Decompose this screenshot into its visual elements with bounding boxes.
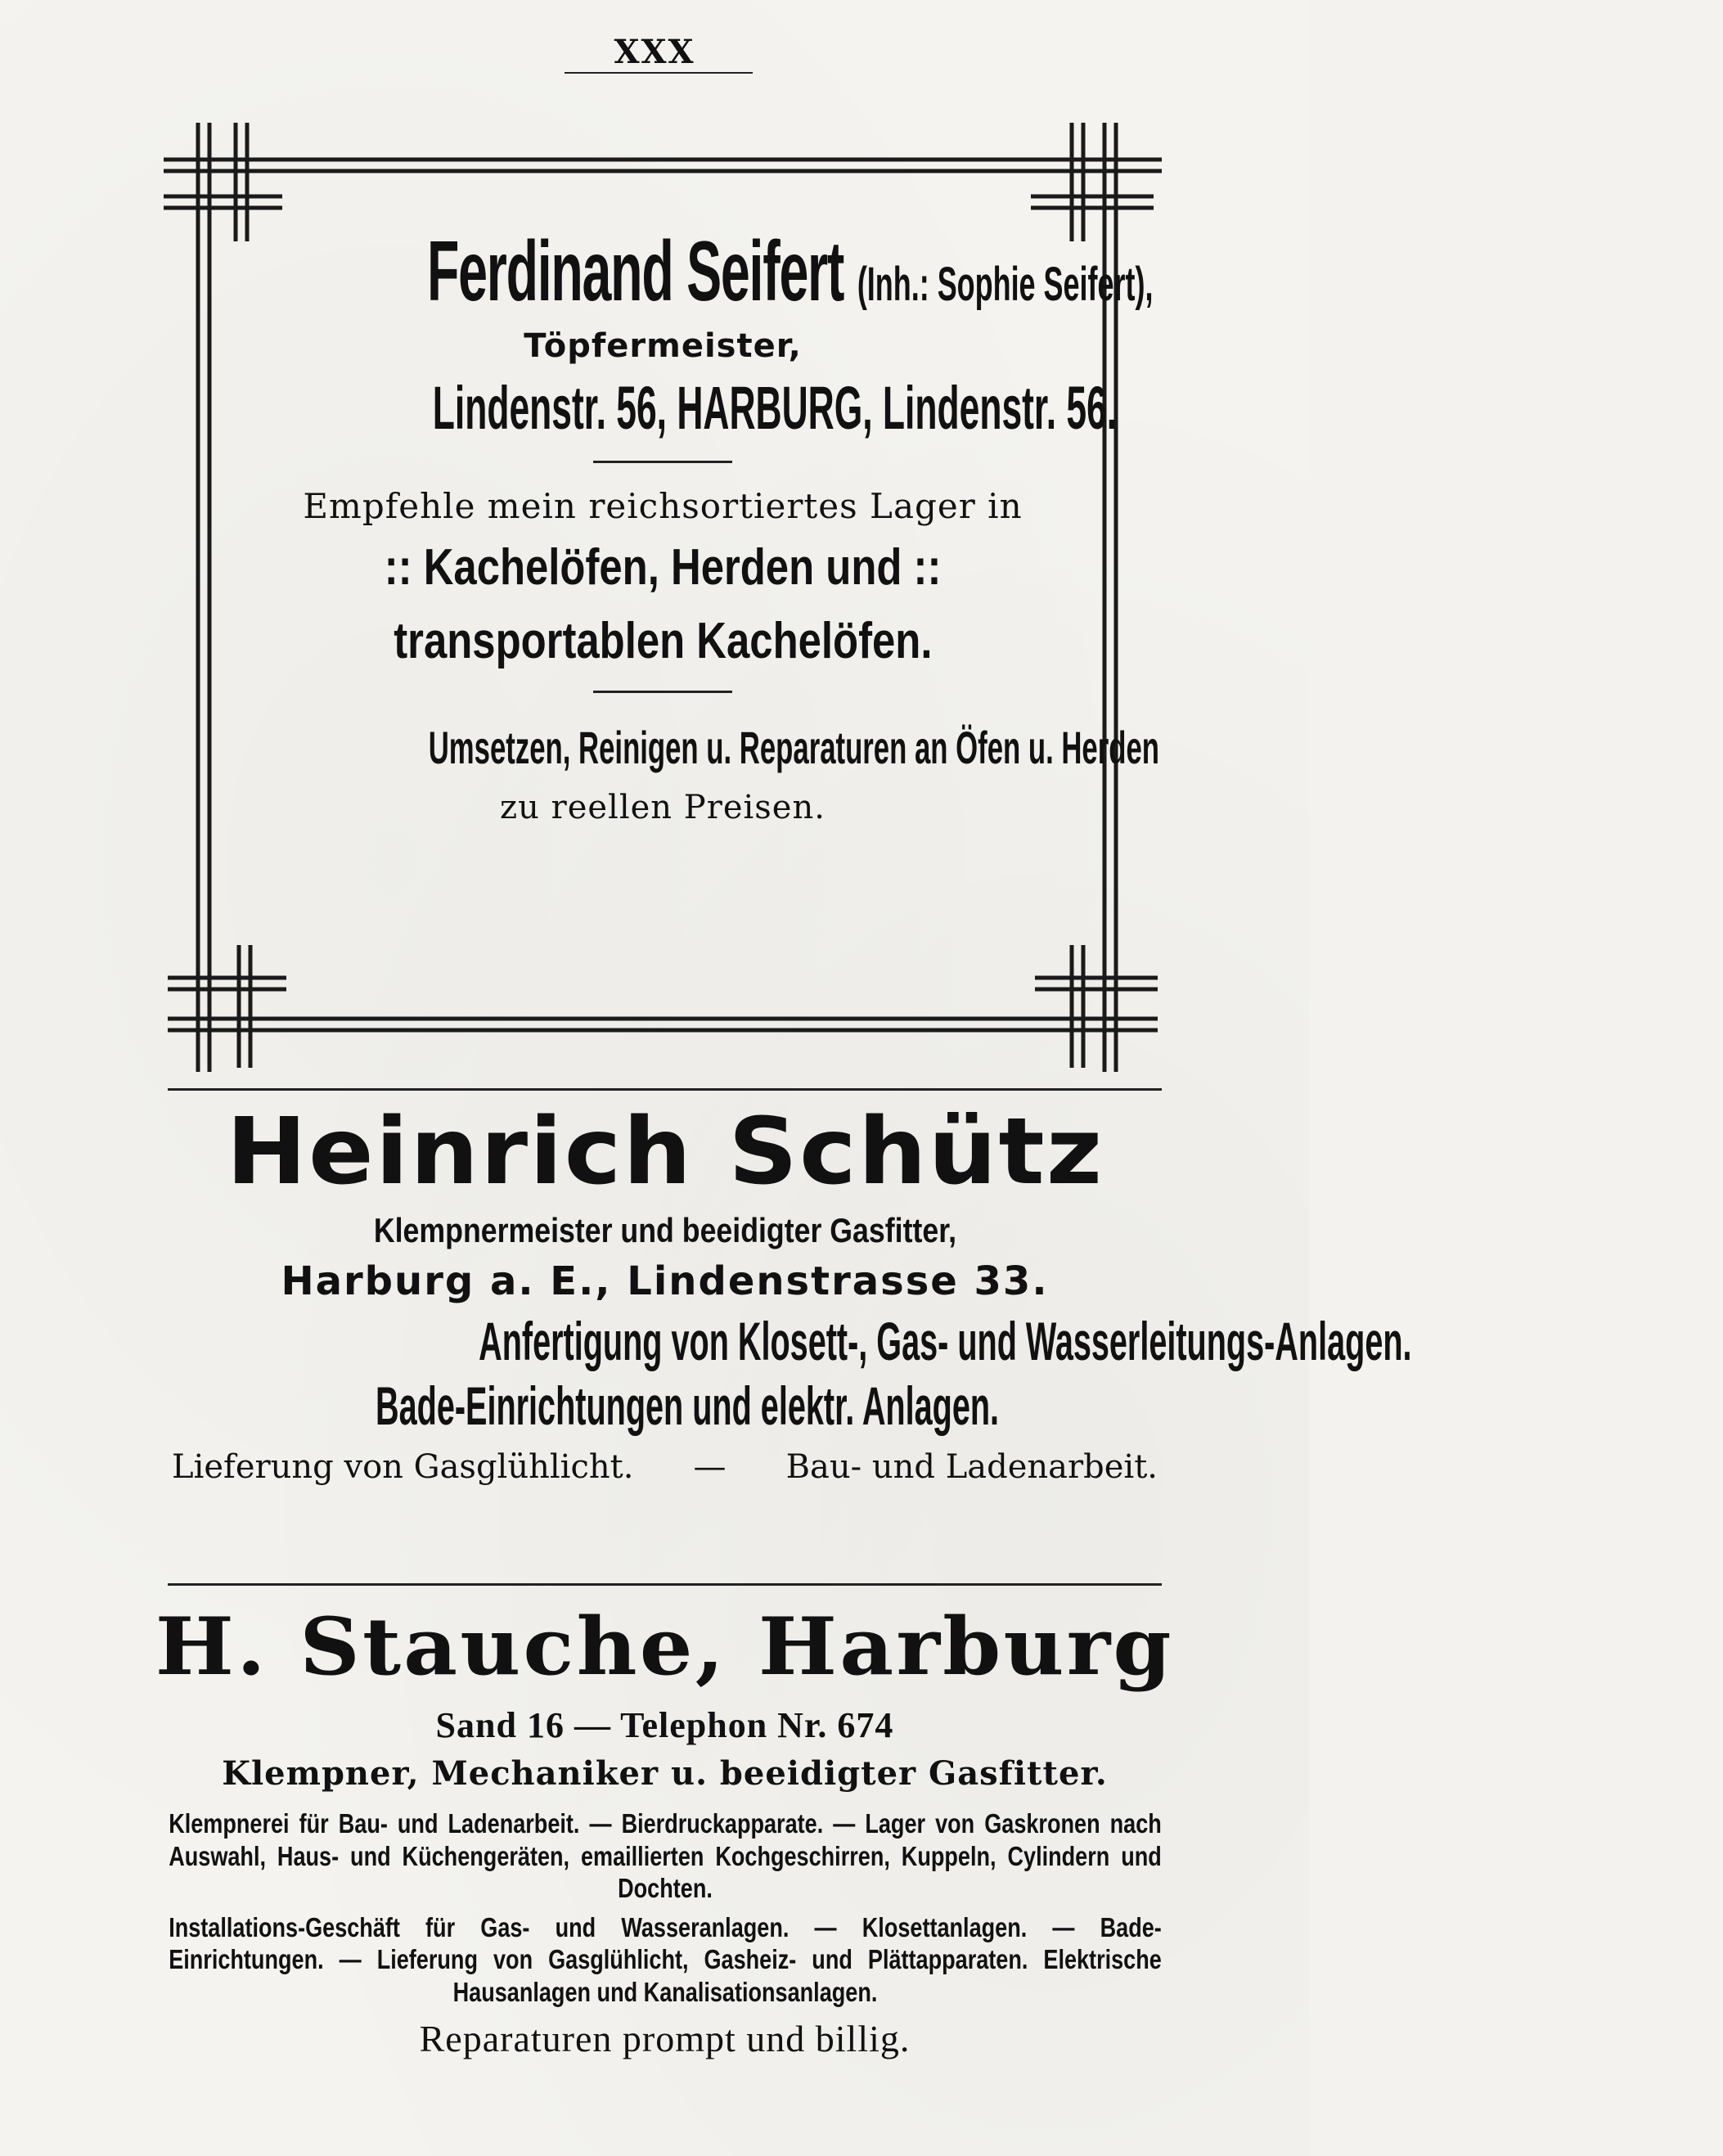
schuetz-name: Heinrich Schütz xyxy=(226,1099,1104,1205)
stauche-closing: Reparaturen prompt und billig. xyxy=(419,2017,911,2059)
ad-stauche xyxy=(155,1600,1174,2060)
seifert-lead: Empfehle mein reichsortiertes Lager in xyxy=(303,486,1023,526)
seifert-goods-line2: transportablen Kachelöfen. xyxy=(393,612,933,669)
stauche-name: H. Stauche, Harburg xyxy=(155,1600,1174,1693)
schuetz-footer-right: Bau- und Ladenarbeit. xyxy=(785,1447,1158,1486)
seifert-services: Umsetzen, Reinigen u. Reparaturen an Öfen u. Herden xyxy=(428,722,1159,773)
seifert-name-line xyxy=(426,224,1154,319)
schuetz-line3: Anfertigung von Klosett-, Gas- und Wasserleitungs-Anlagen. xyxy=(479,1310,1412,1371)
stauche-para2: Installations-Geschäft für Gas- und Wasseranlagen. — Klosettanlagen. — Bade-Einrichtungen. — Lieferung von Gasglühlicht, Gasheiz- und Plättapparaten. Elektrische Hausanlagen und Kanalisationsanlagen. xyxy=(169,1911,1162,2007)
seifert-goods-line1: :: Kachelöfen, Herden und :: xyxy=(384,539,942,596)
schuetz-footer-dash: — xyxy=(693,1447,727,1486)
stauche-trade: Klempner, Mechaniker u. beeidigter Gasfitter. xyxy=(222,1754,1108,1793)
schuetz-line4: Bade-Einrichtungen und elektr. Anlagen. xyxy=(376,1375,1000,1436)
ad-seifert xyxy=(205,224,1159,826)
section-divider xyxy=(168,1583,1162,1586)
divider xyxy=(593,461,732,463)
seifert-name: Ferdinand Seifert xyxy=(426,224,844,319)
ad-schuetz xyxy=(168,1099,1412,1486)
schuetz-address: Harburg a. E., Lindenstrasse 33. xyxy=(281,1258,1049,1304)
seifert-owner: (Inh.: Sophie Seifert), xyxy=(857,258,1154,311)
seifert-prices: zu reellen Preisen. xyxy=(500,789,826,826)
section-divider xyxy=(168,1088,1162,1091)
page-number-rule xyxy=(565,72,753,74)
seifert-title: Töpfermeister, xyxy=(524,327,802,365)
schuetz-footer-left: Lieferung von Gasglühlicht. xyxy=(172,1447,634,1486)
divider xyxy=(593,691,732,693)
schuetz-subtitle: Klempnermeister und beeidigter Gasfitter, xyxy=(373,1210,956,1249)
stauche-contact: Sand 16 — Telephon Nr. 674 xyxy=(435,1705,894,1745)
stauche-para1: Klempnerei für Bau- und Ladenarbeit. — Bierdruckapparate. — Lager von Gaskronen nach Auswahl, Haus- und Küchengeräten, emaillierten Kochgeschirren, Kuppeln, Cylindern und Dochten. xyxy=(169,1808,1162,1904)
seifert-address: Lindenstr. 56, HARBURG, Lindenstr. 56. xyxy=(432,374,1118,442)
schuetz-footer xyxy=(168,1448,1162,1486)
page-number: XXX xyxy=(614,33,695,71)
